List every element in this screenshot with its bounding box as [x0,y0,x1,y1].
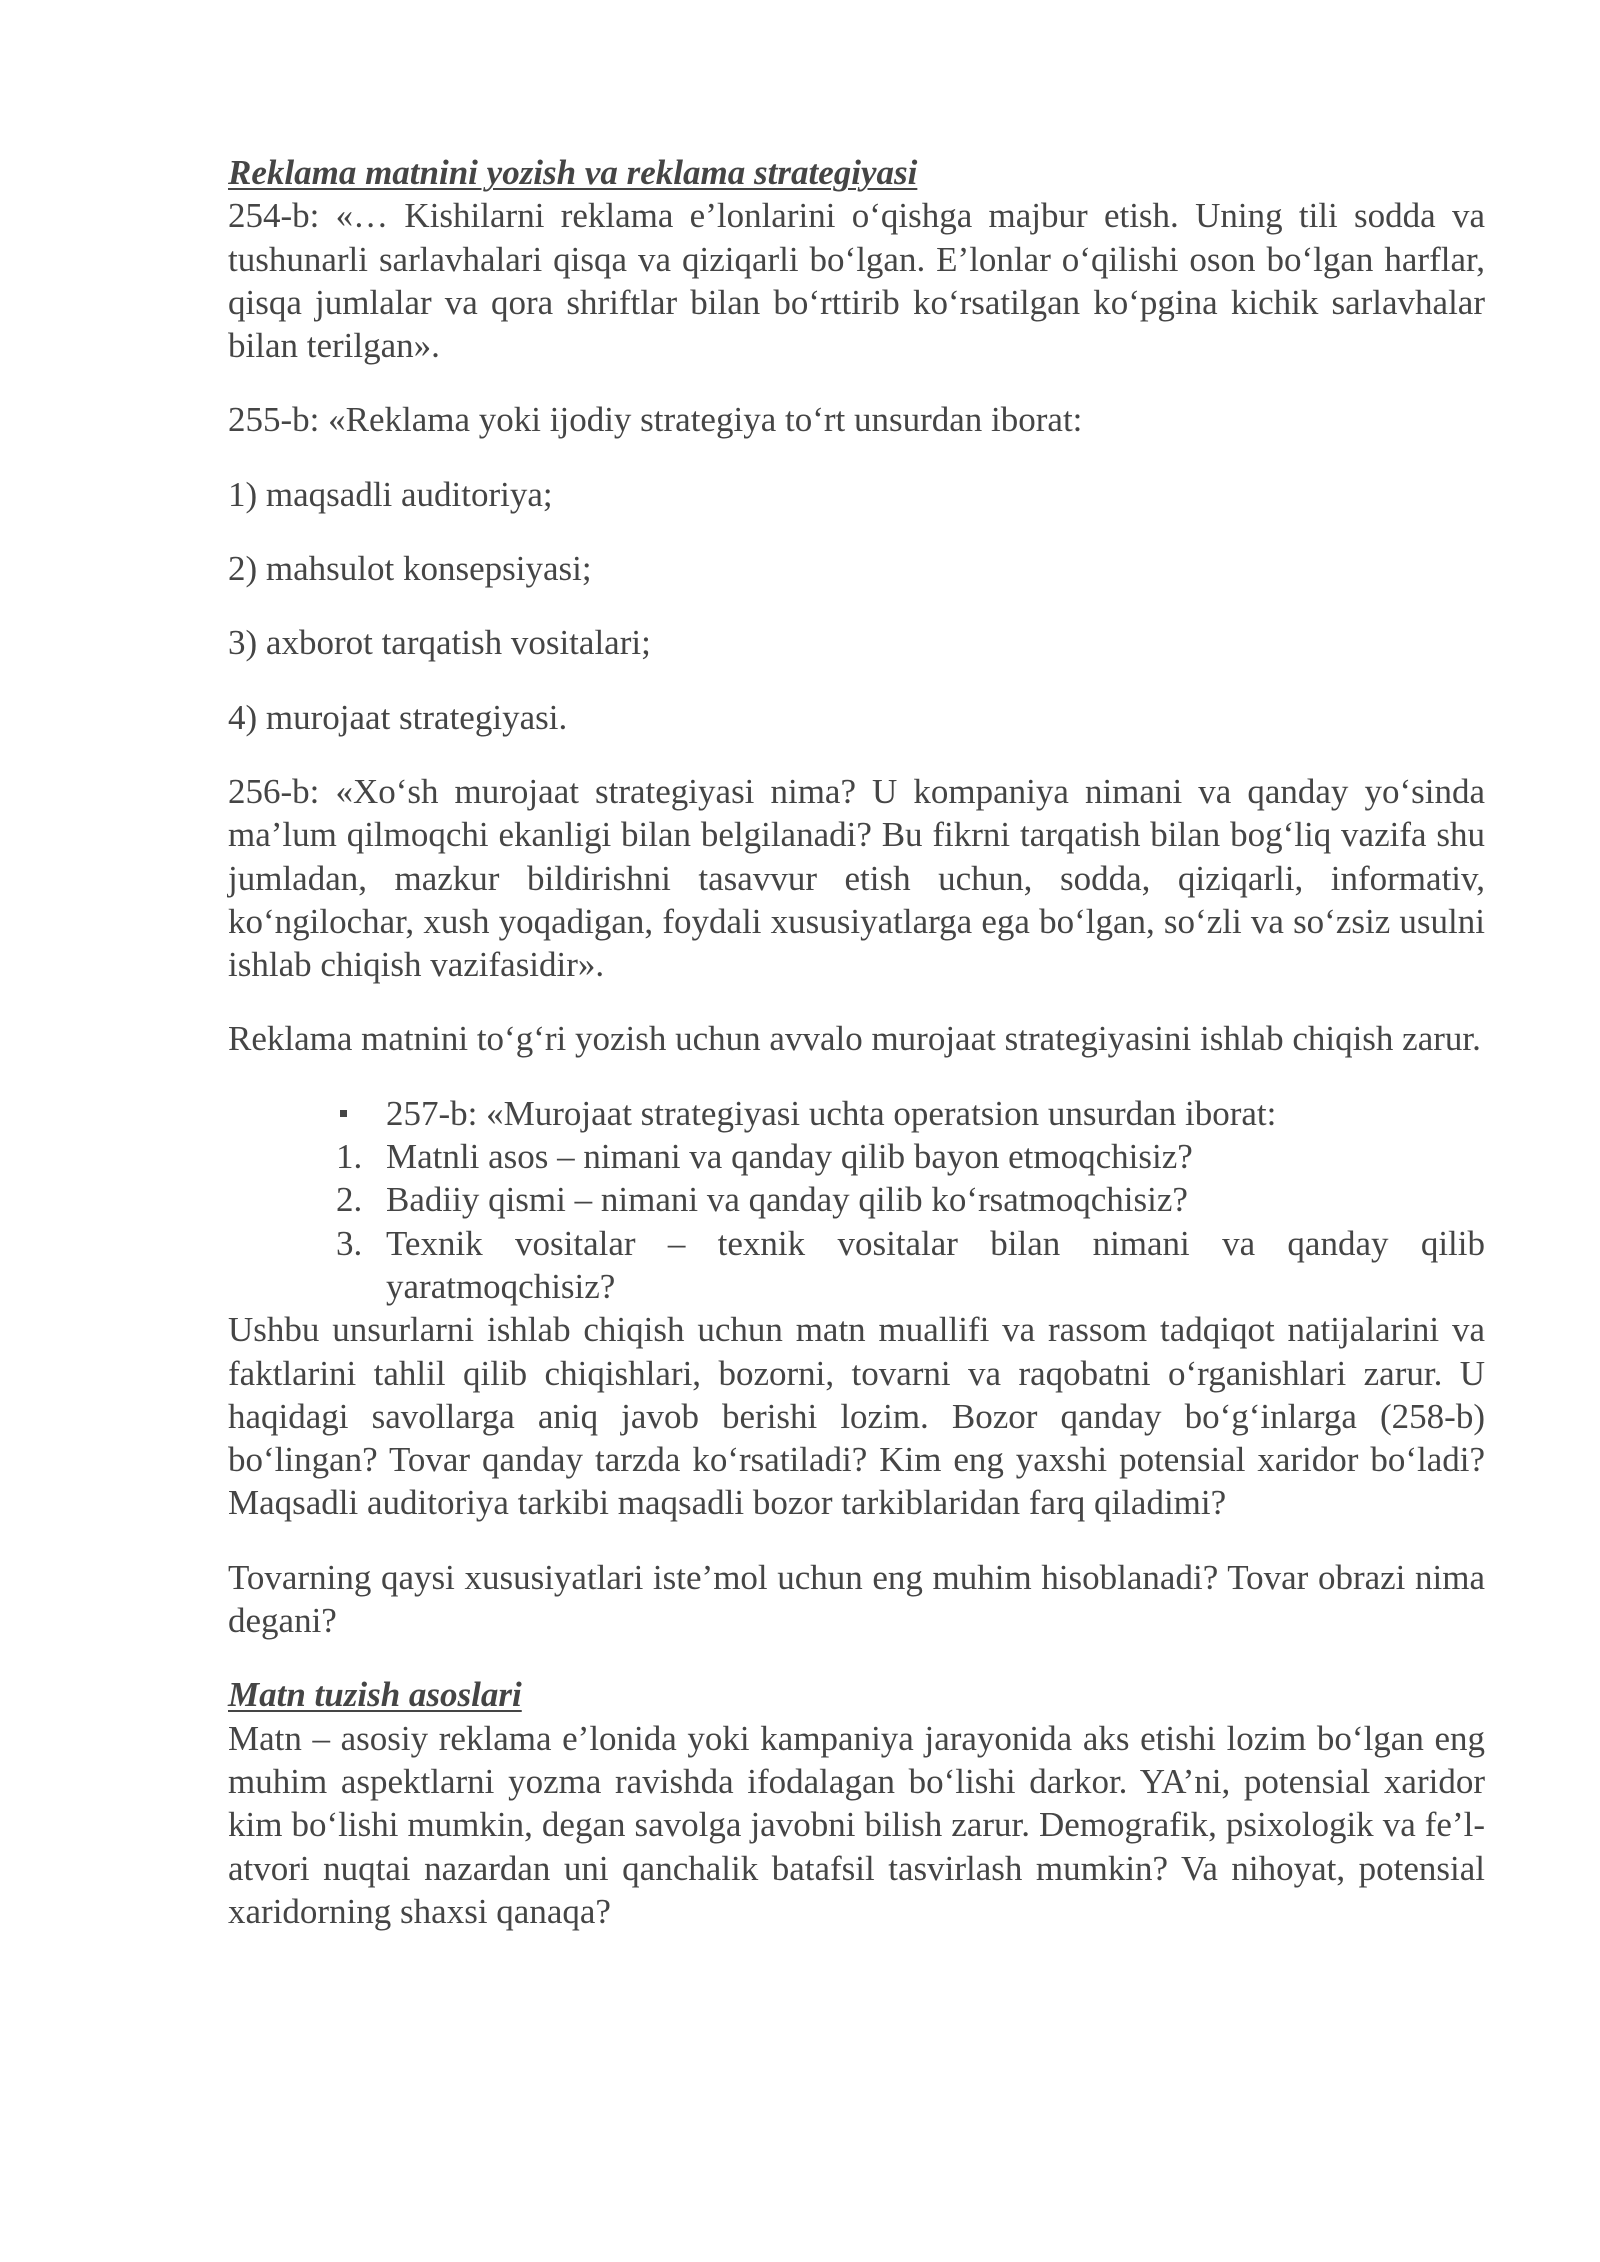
numbered-item [228,1135,1485,1178]
numbered-item-marker: 2. [336,1180,363,1220]
paragraph-tovar-xususiyatlari: Tovarning qaysi xususiyatlari iste’mol uchun eng muhim hisoblanadi? Tovar obrazi nima degani? [228,1557,1485,1641]
list-item-konsepsiya: 2) mahsulot konsepsiyasi; [228,549,592,589]
document-page [228,151,1485,1933]
paragraph-255b: 255-b: «Reklama yoki ijodiy strategiya to‘rt unsurdan iborat: [228,400,1083,440]
section-heading-reklama-matnini: Reklama matnini yozish va reklama strategiyasi [228,153,918,192]
paragraph-256b: 256-b: «Xo‘sh murojaat strategiyasi nima? U kompaniya nimani va qanday yo‘sinda ma’lum qilmoqchi ekanligi bilan belgilanadi? Bu fikrni tarqatish bilan bog‘liq vazifa shu jumladan, mazkur bildirishni tasavvur etish uchun, sodda, qiziqarli, informativ, ko‘ngilochar, xush yoqadigan, foydali xususiyatlarga ega bo‘lgan, so‘zli va so‘zsiz usulni ishlab chiqish vazifasidir». [228,771,1485,985]
paragraph-matn: Matn – asosiy reklama e’lonida yoki kampaniya jarayonida aks etishi lozim bo‘lgan eng muhim aspektlarni yozma ravishda ifodalagan bo‘lishi darkor. YA’ni, potensial xaridor kim bo‘lishi mumkin, degan savolga javobni bilish zarur. Demografik, psixologik va fe’l-atvori nuqtai nazardan uni qanchalik batafsil tasvirlash mumkin? Va nihoyat, potensial xaridorning shaxsi qanaqa? [228,1718,1485,1931]
square-bullet-icon [340,1110,347,1117]
numbered-item-marker: 3. [336,1223,363,1263]
bullet-item-text: 257-b: «Murojaat strategiyasi uchta operatsion unsurdan iborat: [386,1093,1277,1133]
numbered-item [228,1222,1485,1309]
operational-elements-list [228,1092,1485,1308]
numbered-item-marker: 1. [336,1137,363,1177]
paragraph-254b: 254-b: «… Kishilarni reklama e’lonlarini o‘qishga majbur etish. Uning tili sodda va tushunarli sarlavhalari qisqa va qiziqarli bo‘lgan. E’lonlar o‘qilishi oson bo‘lgan harflar, qisqa jumlalar va qora shriftlar bilan bo‘rttirib ko‘rsatilgan ko‘pgina kichik sarlavhalar bilan terilgan». [228,196,1485,366]
list-item-vositalar: 3) axborot tarqatish vositalari; [228,623,651,663]
paragraph-avvalo: Reklama matnini to‘g‘ri yozish uchun avvalo murojaat strategiyasini ishlab chiqish zarur. [228,1019,1481,1059]
numbered-item [228,1178,1485,1221]
numbered-item-text: Matnli asos – nimani va qanday qilib bayon etmoqchisiz? [386,1137,1193,1177]
numbered-item-text: Texnik vositalar – texnik vositalar bilan nimani va qanday qilib yaratmoqchisiz? [386,1223,1485,1306]
section-heading-matn-tuzish: Matn tuzish asoslari [228,1675,522,1715]
paragraph-unsurlar: Ushbu unsurlarni ishlab chiqish uchun matn muallifi va rassom tadqiqot natijalarini va faktlarini tahlil qilib chiqishlari, bozorni, tovarni va raqobatni o‘rganishlari zarur. U haqidagi savollarga aniq javob berishi lozim. Bozor qanday bo‘g‘inlarga (258-b) bo‘lingan? Tovar qanday tarzda ko‘rsatiladi? Kim eng yaxshi potensial xaridor bo‘ladi? Maqsadli auditoriya tarkibi maqsadli bozor tarkiblaridan farq qiladimi? [228,1310,1485,1523]
list-item-auditoriya: 1) maqsadli auditoriya; [228,474,553,514]
list-item-strategiya: 4) murojaat strategiyasi. [228,697,568,737]
numbered-item-text: Badiiy qismi – nimani va qanday qilib ko‘rsatmoqchisiz? [386,1180,1188,1220]
bullet-item-257b [228,1092,1485,1135]
